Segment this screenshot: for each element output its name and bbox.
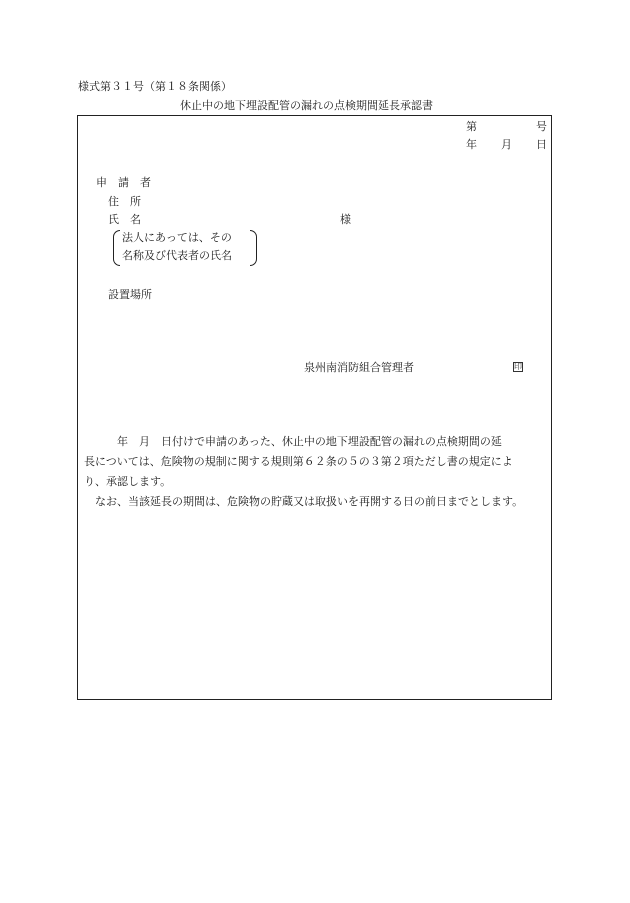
corporate-note-line1: 法人にあっては、その (122, 231, 232, 244)
body-line-4: なお、当該延長の期間は、危険物の貯蔵又は取扱いを再開する日の前日までとします。 (84, 495, 524, 508)
body-line-2: 長については、危険物の規制に関する規則第６２条の５の３第２項ただし書の規定によ (84, 455, 513, 468)
doc-number-dai: 第 (466, 120, 477, 133)
issuer-name: 泉州南消防組合管理者 (304, 361, 414, 374)
form-number: 様式第３１号（第１８条関係） (78, 80, 232, 93)
applicant-heading: 申 請 者 (96, 176, 151, 189)
form-frame (77, 115, 552, 700)
corporate-note-line2: 名称及び代表者の氏名 (122, 249, 232, 262)
address-label: 住 所 (108, 195, 141, 208)
doc-number-go: 号 (536, 120, 547, 133)
body-line-3: り、承認します。 (84, 475, 172, 488)
seal-mark: 印 (514, 362, 522, 371)
note-bracket-left (113, 230, 120, 266)
date-month: 月 (501, 138, 512, 151)
date-year: 年 (466, 138, 477, 151)
honorific-sama: 様 (340, 213, 351, 226)
body-line-1: 年 月 日付けで申請のあった、休止中の地下埋設配管の漏れの点検期間の延 (84, 435, 502, 448)
document-title: 休止中の地下埋設配管の漏れの点検期間延長承認書 (180, 99, 433, 112)
location-label: 設置場所 (108, 288, 152, 301)
note-bracket-right (250, 230, 257, 266)
approval-body (84, 432, 548, 512)
date-day: 日 (536, 138, 547, 151)
name-label: 氏 名 (108, 213, 141, 226)
